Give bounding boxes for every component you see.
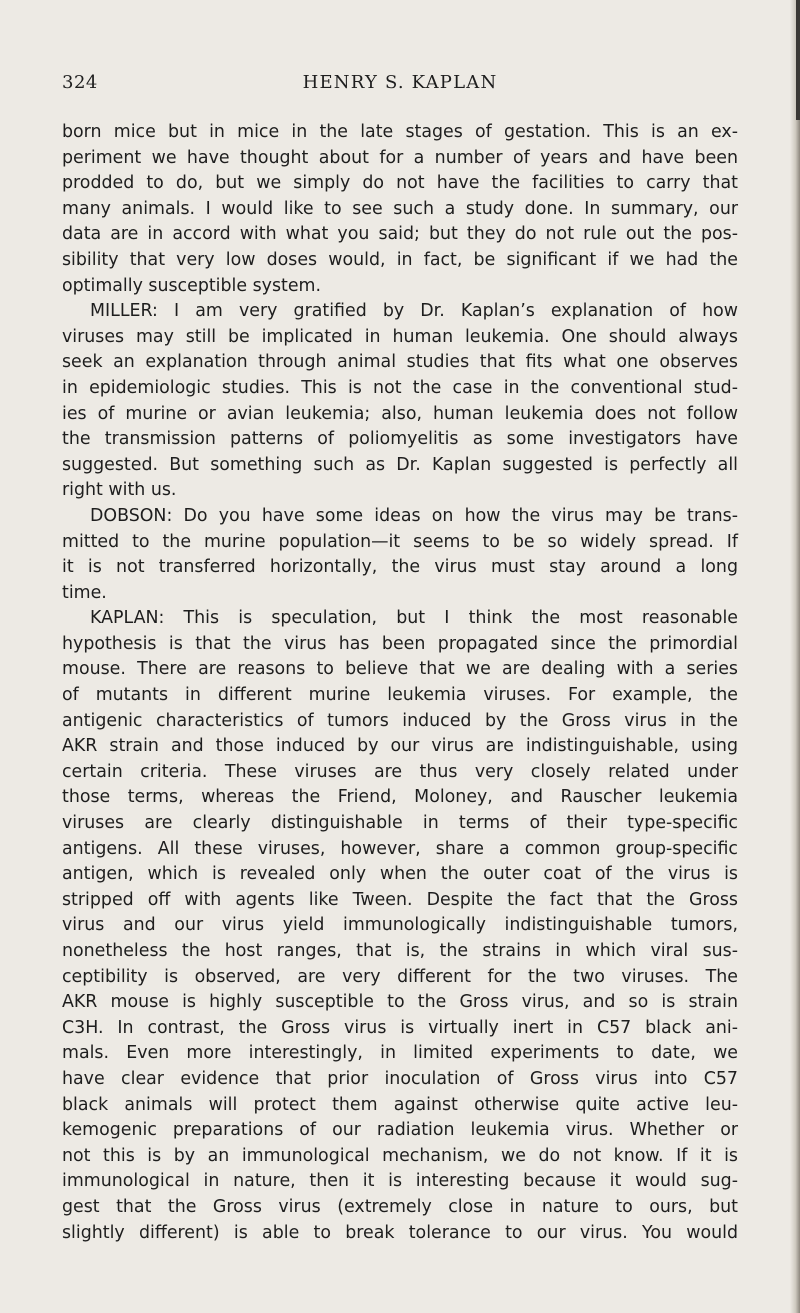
text-line: sibility that very low doses would, in fact, be significant if we had the <box>62 249 738 270</box>
text-line: ies of murine or avian leukemia; also, human leukemia does not follow <box>62 403 738 424</box>
running-head: HENRY S. KAPLAN <box>302 72 498 93</box>
text-line: seek an explanation through animal studies that fits what one observes <box>62 352 738 373</box>
text-line: KAPLAN: This is speculation, but I think the most reasonable <box>90 608 738 629</box>
text-line: mitted to the murine population—it seems to be so widely spread. If <box>62 531 738 552</box>
text-line: time. <box>62 582 107 603</box>
text-line: kemogenic preparations of our radiation leukemia virus. Whether or <box>62 1120 738 1141</box>
text-line: ceptibility is observed, are very different for the two viruses. The <box>62 966 738 987</box>
text-line: certain criteria. These viruses are thus very closely related under <box>62 761 738 782</box>
text-line: it is not transferred horizontally, the virus must stay around a long <box>62 557 738 578</box>
text-line: the transmission patterns of poliomyelitis as some investigators have <box>62 429 738 450</box>
page-edge-shadow <box>790 0 800 1313</box>
page-edge-dark <box>796 0 800 120</box>
text-line: black animals will protect them against otherwise quite active leu- <box>62 1094 738 1115</box>
text-line: antigen, which is revealed only when the outer coat of the virus is <box>62 864 738 885</box>
text-line: prodded to do, but we simply do not have the facilities to carry that <box>62 173 738 194</box>
text-line: many animals. I would like to see such a study done. In summary, our <box>62 198 738 219</box>
text-line: stripped off with agents like Tween. Despite the fact that the Gross <box>62 889 738 910</box>
text-line: have clear evidence that prior inoculation of Gross virus into C57 <box>62 1068 738 1089</box>
text-line: viruses may still be implicated in human leukemia. One should always <box>62 326 738 347</box>
text-line: periment we have thought about for a number of years and have been <box>62 147 738 168</box>
body-text <box>62 120 738 1246</box>
text-line: AKR mouse is highly susceptible to the Gross virus, and so is strain <box>62 992 738 1013</box>
text-line: slightly different) is able to break tolerance to our virus. You would <box>62 1222 738 1243</box>
text-line: antigens. All these viruses, however, share a common group-specific <box>62 838 738 859</box>
text-line: in epidemiologic studies. This is not the case in the conventional stud- <box>62 377 738 398</box>
text-line: viruses are clearly distinguishable in terms of their type-specific <box>62 813 738 834</box>
text-line: virus and our virus yield immunologically indistinguishable tumors, <box>62 915 738 936</box>
text-line: hypothesis is that the virus has been propagated since the primordial <box>62 633 738 654</box>
text-line: data are in accord with what you said; but they do not rule out the pos- <box>62 224 738 245</box>
text-line: not this is by an immunological mechanism, we do not know. If it is <box>62 1145 738 1166</box>
page-header <box>62 72 738 102</box>
text-line: mouse. There are reasons to believe that we are dealing with a series <box>62 659 738 680</box>
text-line: optimally susceptible system. <box>62 275 321 296</box>
text-line: nonetheless the host ranges, that is, the strains in which viral sus- <box>62 941 738 961</box>
text-line: right with us. <box>62 480 177 501</box>
text-line: C3H. In contrast, the Gross virus is virtually inert in C57 black ani- <box>62 1017 738 1038</box>
text-line: of mutants in different murine leukemia viruses. For example, the <box>62 685 738 706</box>
text-line: DOBSON: Do you have some ideas on how the virus may be trans- <box>90 505 738 526</box>
text-line: born mice but in mice in the late stages of gestation. This is an ex- <box>62 122 738 142</box>
text-line: those terms, whereas the Friend, Moloney, and Rauscher leukemia <box>62 787 738 808</box>
text-line: gest that the Gross virus (extremely close in nature to ours, but <box>62 1196 738 1217</box>
text-line: antigenic characteristics of tumors induced by the Gross virus in the <box>62 710 738 731</box>
text-line: suggested. But something such as Dr. Kaplan suggested is perfectly all <box>62 454 738 475</box>
text-line: AKR strain and those induced by our virus are indistinguishable, using <box>62 736 738 757</box>
text-line: mals. Even more interestingly, in limited experiments to date, we <box>62 1043 738 1064</box>
text-line: immunological in nature, then it is interesting because it would sug- <box>62 1171 738 1192</box>
text-line: MILLER: I am very gratified by Dr. Kaplan’s explanation of how <box>90 301 738 322</box>
page-number: 324 <box>62 72 98 93</box>
